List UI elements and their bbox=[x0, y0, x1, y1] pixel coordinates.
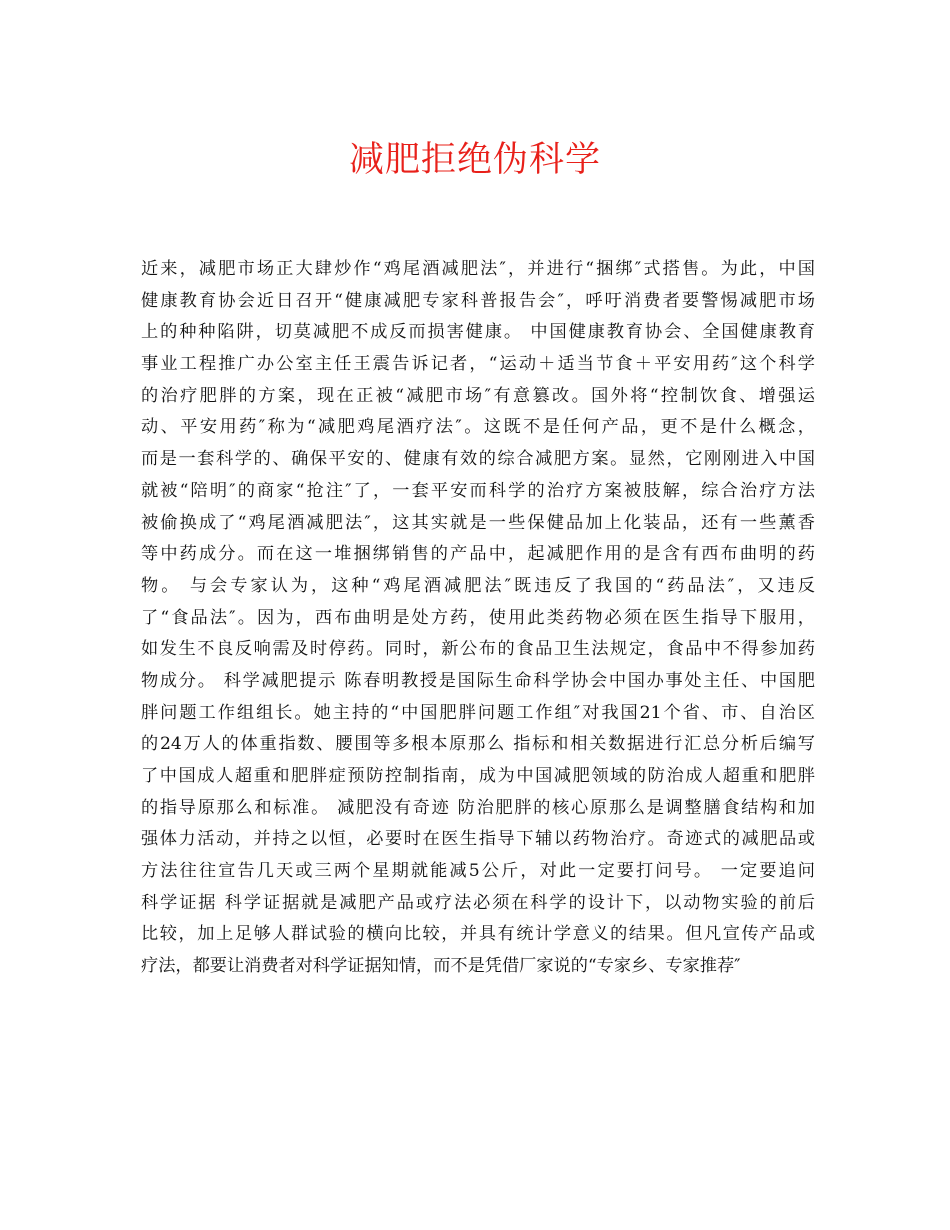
body-line-14: 物成分。 科学减肥提示 陈春明教授是国际生命科学协会中国办事处主任、中国肥 bbox=[141, 670, 815, 691]
body-line-13: 如发生不良反响需及时停药。同时，新公布的食品卫生法规定，食品中不得参加药 bbox=[141, 639, 815, 660]
body-line-6: 动、平安用药″称为“减肥鸡尾酒疗法″。这既不是任何产品，更不是什么概念， bbox=[141, 417, 815, 438]
body-line-21: 科学证据 科学证据就是减肥产品或疗法必须在科学的设计下，以动物实验的前后 bbox=[141, 892, 815, 913]
body-line-11: 物。 与会专家认为，这种“鸡尾酒减肥法″既违反了我国的“药品法″，又违反 bbox=[141, 575, 815, 596]
article-body bbox=[141, 254, 815, 983]
body-line-7: 而是一套科学的、确保平安的、健康有效的综合减肥方案。显然，它刚刚进入中国 bbox=[141, 449, 815, 470]
body-line-9: 被偷换成了“鸡尾酒减肥法″，这其实就是一些保健品加上化装品，还有一些薰香 bbox=[141, 512, 815, 533]
body-line-16: 的24万人的体重指数、腰围等多根本原那么 指标和相关数据进行汇总分析后编写 bbox=[141, 734, 815, 755]
body-line-5: 的治疗肥胖的方案，现在正被“减肥市场″有意篡改。国外将“控制饮食、增强运 bbox=[141, 385, 815, 406]
body-line-19: 强体力活动，并持之以恒，必要时在医生指导下辅以药物治疗。奇迹式的减肥品或 bbox=[141, 829, 815, 850]
body-line-20: 方法往往宣告几天或三两个星期就能减5公斤，对此一定要打问号。 一定要追问 bbox=[141, 861, 815, 882]
body-line-18: 的指导原那么和标准。 减肥没有奇迹 防治肥胖的核心原那么是调整膳食结构和加 bbox=[141, 797, 815, 818]
page-title: 减肥拒绝伪科学 bbox=[348, 140, 601, 180]
body-line-3: 上的种种陷阱，切莫减肥不成反而损害健康。 中国健康教育协会、全国健康教育 bbox=[141, 322, 815, 343]
body-line-12: 了“食品法″。因为，西布曲明是处方药，使用此类药物必须在医生指导下服用， bbox=[141, 607, 815, 628]
body-line-15: 胖问题工作组组长。她主持的“中国肥胖问题工作组″对我国21个省、市、自治区 bbox=[141, 702, 815, 723]
body-line-2: 健康教育协会近日召开“健康减肥专家科普报告会″，呼吁消费者要警惕减肥市场 bbox=[141, 290, 815, 311]
body-line-17: 了中国成人超重和肥胖症预防控制指南，成为中国减肥领域的防治成人超重和肥胖 bbox=[141, 766, 815, 786]
body-line-8: 就被“陪明″的商家“抢注″了，一套平安而科学的治疗方案被肢解，综合治疗方法 bbox=[141, 480, 815, 501]
body-line-22: 比较，加上足够人群试验的横向比较，并具有统计学意义的结果。但凡宣传产品或 bbox=[141, 924, 815, 945]
body-line-23: 疗法，都要让消费者对科学证据知情，而不是凭借厂家说的“专家乡、专家推荐″ bbox=[141, 956, 741, 977]
body-line-10: 等中药成分。而在这一堆捆绑销售的产品中，起减肥作用的是含有西布曲明的药 bbox=[141, 544, 815, 565]
body-line-4: 事业工程推广办公室主任王震告诉记者，“运动＋适当节食＋平安用药″这个科学 bbox=[141, 354, 815, 375]
body-line-1: 近来，减肥市场正大肆炒作“鸡尾酒减肥法″，并进行“捆绑″式搭售。为此，中国 bbox=[141, 259, 815, 279]
